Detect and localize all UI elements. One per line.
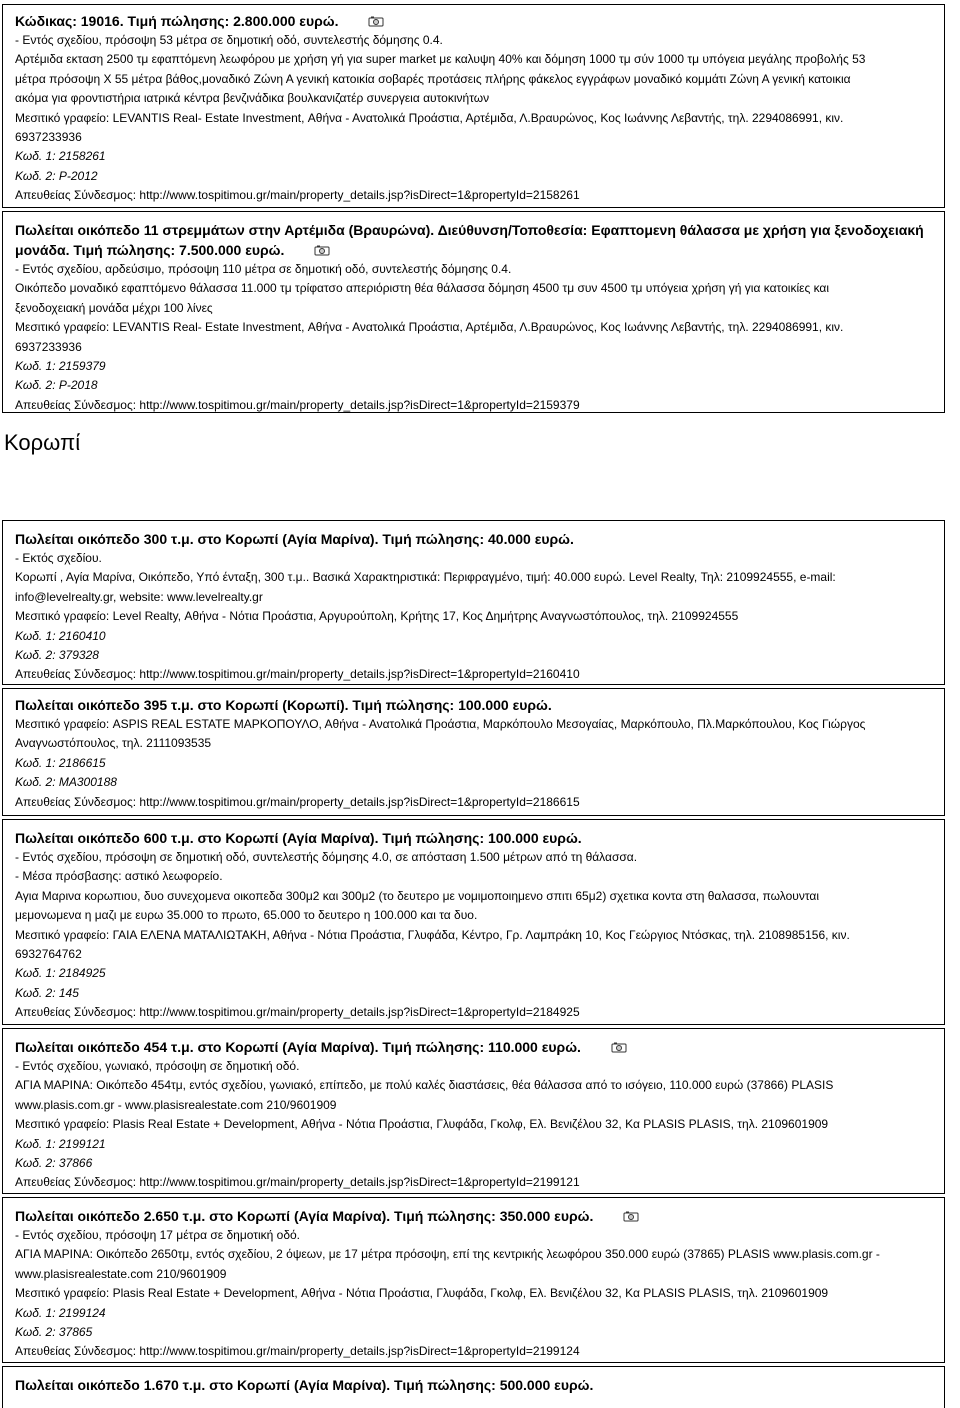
direct-link[interactable]: Απευθείας Σύνδεσμος: http://www.tospitimou.gr/main/property_details.jsp?isDirect=1&propertyId=2159379 (15, 397, 580, 412)
code-1: Κωδ. 1: 2199121 (15, 1136, 106, 1151)
listing-line: Μεσιτικό γραφείο: ASPIS REAL ESTATE ΜΑΡΚΟΠΟΥΛΟ, Αθήνα - Ανατολικά Προάστια, Μαρκόπουλο Μεσογαίας, Μαρκόπουλο, Πλ.Μαρκόπουλου, Κος Γιώργος (15, 717, 866, 731)
direct-link[interactable]: Απευθείας Σύνδεσμος: http://www.tospitimou.gr/main/property_details.jsp?isDirect=1&propertyId=2199124 (15, 1344, 580, 1359)
listing-title: Πωλείται οικόπεδο 395 τ.μ. στο Κορωπί (Κορωπί). Τιμή πώλησης: 100.000 ευρώ. (15, 697, 552, 713)
listing-card (2, 1366, 945, 1408)
listing-line: Μεσιτικό γραφείο: LEVANTIS Real- Estate Investment, Αθήνα - Ανατολικά Προάστια, Αρτέμιδα, Λ.Βραυρώνος, Κος Ιωάννης Λεβαντής, τηλ. 2294086991, κιν. (15, 320, 844, 335)
direct-link[interactable]: Απευθείας Σύνδεσμος: http://www.tospitimou.gr/main/property_details.jsp?isDirect=1&propertyId=2186615 (15, 794, 580, 809)
listing-line: - Εντός σχεδίου, πρόσοψη 53 μέτρα σε δημοτική οδό, συντελεστής δόμησης 0.4. (15, 33, 443, 47)
listing-heading (15, 820, 944, 848)
listing-card (2, 1197, 945, 1363)
code-2: Κωδ. 2: P-2012 (15, 168, 98, 183)
direct-link[interactable]: Απευθείας Σύνδεσμος: http://www.tospitimou.gr/main/property_details.jsp?isDirect=1&propertyId=2199121 (15, 1175, 580, 1190)
listing-line: ΑΓΙΑ ΜΑΡΙΝΑ: Οικόπεδο 2650τμ, εντός σχεδίου, 2 όψεων, με 17 μέτρα πρόσοψη, επί της κεντρικής λεωφόρου 350.000 ευρώ (37865) PLASIS www.plasis.com.gr - (15, 1247, 880, 1262)
listing-title: Πωλείται οικόπεδο 300 τ.μ. στο Κορωπί (Αγία Μαρίνα). Τιμή πώλησης: 40.000 ευρώ. (15, 531, 574, 547)
listing-line: ακόμα για φροντιστήρια ιατρικά κέντρα βενζινάδικα βουλκανιζατέρ συνεργεια αυτοκινήτων (15, 91, 490, 106)
listing-title: Πωλείται οικόπεδο 2.650 τ.μ. στο Κορωπί (Αγία Μαρίνα). Τιμή πώλησης: 350.000 ευρώ. (15, 1208, 594, 1224)
listing-line: Κορωπί , Αγία Μαρίνα, Οικόπεδο, Υπό ένταξη, 300 τ.μ.. Βασικά Χαρακτηριστικά: Περιφραγμένο, τιμή: 40.000 ευρώ. Level Realty, Τηλ: 2109924555, e-mail: (15, 570, 836, 585)
listing-line: - Εντός σχεδίου, αρδεύσιμο, πρόσοψη 110 μέτρα σε δημοτική οδό, συντελεστής δόμησης 0.4. (15, 262, 512, 276)
listing-title-cont: μονάδα. Τιμή πώλησης: 7.500.000 ευρώ. (15, 242, 285, 258)
listing-card (2, 4, 945, 208)
listing-title: Κώδικας: 19016. Τιμή πώλησης: 2.800.000 ευρώ. (15, 13, 339, 29)
listing-heading (15, 5, 944, 31)
listing-line: Αγια Μαρινα κορωπιου, δυο συνεχομενα οικοπεδα 300μ2 και 300μ2 (το δευτερο με νομιμοποιημενο σπιτι 65μ2) σχετικα κοντα στη θαλασσα, πωλουνται (15, 888, 820, 903)
listing-heading (15, 689, 944, 715)
code-1: Κωδ. 1: 2186615 (15, 755, 106, 770)
code-1: Κωδ. 1: 2159379 (15, 359, 106, 374)
camera-icon[interactable] (314, 245, 330, 256)
direct-link[interactable]: Απευθείας Σύνδεσμος: http://www.tospitimou.gr/main/property_details.jsp?isDirect=1&propertyId=2160410 (15, 667, 580, 682)
direct-link[interactable]: Απευθείας Σύνδεσμος: http://www.tospitimou.gr/main/property_details.jsp?isDirect=1&propertyId=2158261 (15, 188, 580, 203)
listing-line: ΑΓΙΑ ΜΑΡΙΝΑ: Οικόπεδο 454τμ, εντός σχεδίου, γωνιακό, επίπεδο, με πολύ καλές διαστάσεις, θέα θάλασσα από το ισόγειο, 110.000 ευρώ (37866) PLASIS (15, 1078, 834, 1093)
listing-heading (15, 212, 944, 260)
code-1: Κωδ. 1: 2158261 (15, 149, 106, 164)
listing-title: Πωλείται οικόπεδο 600 τ.μ. στο Κορωπί (Αγία Μαρίνα). Τιμή πώλησης: 100.000 ευρώ. (15, 830, 582, 846)
listing-card (2, 819, 945, 1025)
camera-icon[interactable] (368, 16, 384, 27)
code-2: Κωδ. 2: MA300188 (15, 775, 117, 790)
listing-card (2, 520, 945, 685)
code-1: Κωδ. 1: 2160410 (15, 628, 106, 643)
listing-line: Μεσιτικό γραφείο: Plasis Real Estate + Development, Αθήνα - Νότια Προάστια, Γλυφάδα, Γκολφ, Ελ. Βενιζέλου 32, Κα PLASIS PLASIS, τηλ. 2109601909 (15, 1117, 829, 1132)
listing-title: Πωλείται οικόπεδο 454 τ.μ. στο Κορωπί (Αγία Μαρίνα). Τιμή πώλησης: 110.000 ευρώ. (15, 1039, 581, 1055)
code-2: Κωδ. 2: 145 (15, 985, 79, 1000)
listing-heading (15, 1198, 944, 1226)
camera-icon[interactable] (611, 1042, 627, 1053)
listing-heading (15, 1367, 944, 1395)
listing-line: Μεσιτικό γραφείο: LEVANTIS Real- Estate Investment, Αθήνα - Ανατολικά Προάστια, Αρτέμιδα, Λ.Βραυρώνος, Κος Ιωάννης Λεβαντής, τηλ. 2294086991, κιν. (15, 110, 844, 125)
listing-line: - Εντός σχεδίου, πρόσοψη 17 μέτρα σε δημοτική οδό. (15, 1228, 301, 1242)
listing-line: - Εκτός σχεδίου. (15, 551, 102, 565)
listing-line: Οικόπεδο μοναδικό εφαπτόμενο θάλασσα 11.000 τμ τρίφατσο απεριόριστη θέα θάλασσα δόμηση 4500 τμ συν 4500 τμ υπόγεια χρήση γή για κατοικίες και (15, 281, 830, 296)
listing-line: Μεσιτικό γραφείο: ΓΑΙΑ ΕΛΕΝΑ ΜΑΤΑΛΙΩΤΑΚΗ, Αθήνα - Νότια Προάστια, Γλυφάδα, Κέντρο, Γρ. Λαμπράκη 10, Κος Γεώργιος Ντόσκας, τηλ. 2108985156, κιν. (15, 927, 850, 942)
listing-line: 6932764762 (15, 947, 82, 962)
listing-card (2, 1028, 945, 1194)
code-2: Κωδ. 2: P-2018 (15, 378, 98, 393)
listing-line: ξενοδοχειακή μονάδα μέχρι 100 λίνες (15, 300, 213, 315)
listing-card (2, 211, 945, 413)
listing-line: - Εντός σχεδίου, πρόσοψη σε δημοτική οδό, συντελεστής δόμησης 4.0, σε απόσταση 1.500 μέτρων από τη θάλασσα. (15, 850, 638, 864)
listing-line: - Μέσα πρόσβασης: αστικό λεωφορείο. (15, 869, 223, 884)
code-2: Κωδ. 2: 379328 (15, 648, 99, 663)
listing-line: www.plasisrealestate.com 210/9601909 (15, 1266, 227, 1281)
listing-line: μέτρα πρόσοψη Χ 55 μέτρα βάθος,μοναδικό Ζώνη Α γενική κατοικία σοβαρές προτάσεις πλήρης φάκελος εγγράφων μοναδικό κομμάτι Ζώνη Α γενική κατοικια (15, 71, 851, 86)
listing-line: Μεσιτικό γραφείο: Plasis Real Estate + Development, Αθήνα - Νότια Προάστια, Γλυφάδα, Γκολφ, Ελ. Βενιζέλου 32, Κα PLASIS PLASIS, τηλ. 2109601909 (15, 1286, 829, 1301)
listing-line: μεμονωμενα η μαζι με ευρω 35.000 το πρωτο, 65.000 το δευτερο η 100.000 και τα δυο. (15, 908, 478, 923)
listing-line: Αναγνωστόπουλος, τηλ. 2111093535 (15, 736, 212, 751)
listing-line: Αρτέμιδα εκταση 2500 τμ εφαπτόμενη λεωφόρου με χρήση γή για super market με καλυψη 40% και δόμηση 1000 τμ σύν 1000 τμ υπόγεια μεγάλης προβολής 53 (15, 52, 866, 67)
listing-line: 6937233936 (15, 130, 82, 145)
code-1: Κωδ. 1: 2184925 (15, 966, 106, 981)
listing-line: Μεσιτικό γραφείο: Level Realty, Αθήνα - Νότια Προάστια, Αργυρούπολη, Κρήτης 17, Κος Δημήτρης Αναγνωστόπουλος, τηλ. 2109924555 (15, 609, 739, 624)
listing-heading (15, 521, 944, 549)
code-1: Κωδ. 1: 2199124 (15, 1305, 106, 1320)
listing-heading (15, 1029, 944, 1057)
listing-line: info@levelrealty.gr, website: www.levelrealty.gr (15, 589, 263, 604)
listing-title: Πωλείται οικόπεδο 1.670 τ.μ. στο Κορωπί (Αγία Μαρίνα). Τιμή πώλησης: 500.000 ευρώ. (15, 1377, 594, 1393)
listing-line: 6937233936 (15, 339, 82, 354)
direct-link[interactable]: Απευθείας Σύνδεσμος: http://www.tospitimou.gr/main/property_details.jsp?isDirect=1&propertyId=2184925 (15, 1005, 580, 1020)
listing-card (2, 688, 945, 816)
listing-title: Πωλείται οικόπεδο 11 στρεμμάτων στην Αρτέμιδα (Βραυρώνα). Διεύθυνση/Τοποθεσία: Εφαπτομενη θάλασσα με χρήση για ξενοδοχειακή (15, 222, 924, 238)
section-title: Κορωπί (4, 430, 81, 455)
code-2: Κωδ. 2: 37865 (15, 1325, 93, 1340)
code-2: Κωδ. 2: 37866 (15, 1156, 93, 1171)
listing-line: www.plasis.com.gr - www.plasisrealestate.com 210/9601909 (15, 1097, 337, 1112)
camera-icon[interactable] (623, 1211, 639, 1222)
listing-line: - Εντός σχεδίου, γωνιακό, πρόσοψη σε δημοτική οδό. (15, 1059, 300, 1073)
